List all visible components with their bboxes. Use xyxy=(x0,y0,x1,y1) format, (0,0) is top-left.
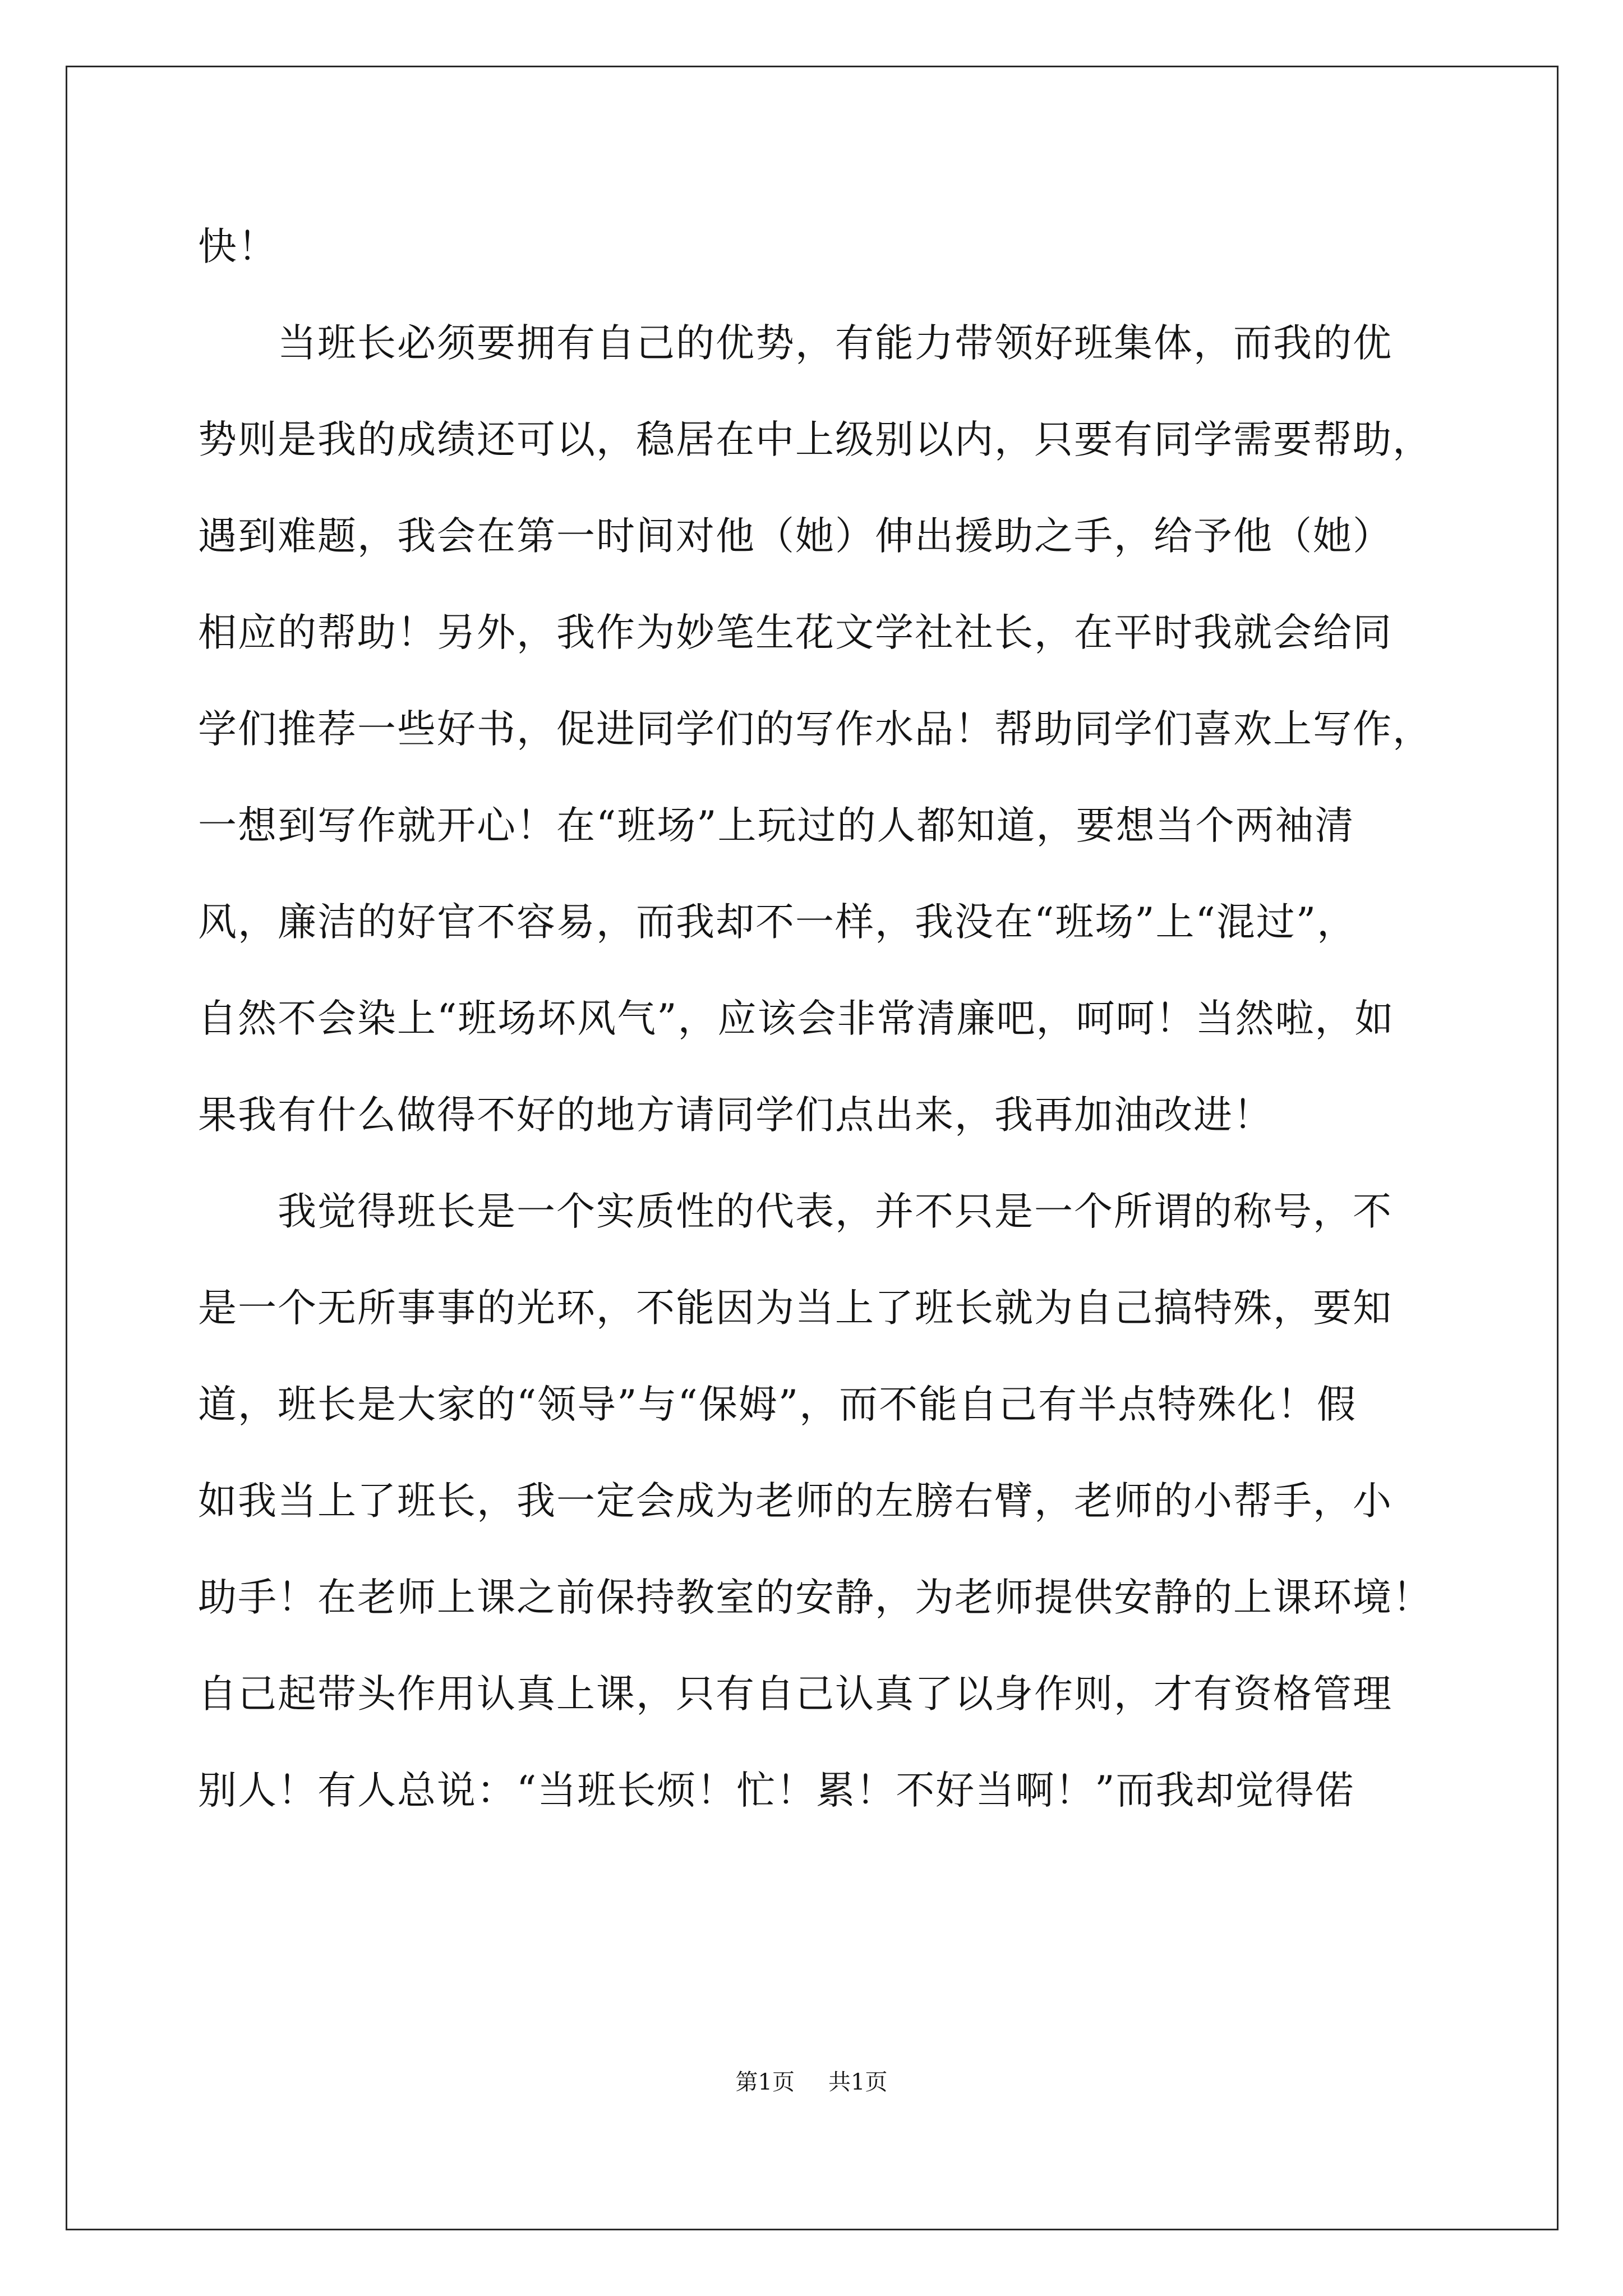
text-line: 遇到难题，我会在第一时间对他（她）伸出援助之手，给予他（她） xyxy=(198,514,1393,559)
body-text xyxy=(198,208,1432,1848)
text-line: 如我当上了班长，我一定会成为老师的左膀右臂，老师的小帮手，小 xyxy=(198,1479,1393,1524)
text-line: 当班长必须要拥有自己的优势，有能力带领好班集体，而我的优 xyxy=(198,321,1393,366)
text-line: 相应的帮助！另外，我作为妙笔生花文学社社长，在平时我就会给同 xyxy=(198,610,1393,655)
text-line: 果我有什么做得不好的地方请同学们点出来，我再加油改进！ xyxy=(198,1093,1273,1138)
text-line: 快！ xyxy=(198,224,278,269)
text-line: 我觉得班长是一个实质性的代表，并不只是一个所谓的称号，不 xyxy=(198,1189,1393,1234)
text-line: 学们推荐一些好书，促进同学们的写作水品！帮助同学们喜欢上写作， xyxy=(198,707,1432,752)
text-line: 一想到写作就开心！在“班场”上玩过的人都知道，要想当个两袖清 xyxy=(198,803,1355,848)
text-line: 自然不会染上“班场坏风气”，应该会非常清廉吧，呵呵！当然啦，如 xyxy=(198,996,1395,1041)
text-line: 助手！在老师上课之前保持教室的安静，为老师提供安静的上课环境！ xyxy=(198,1575,1432,1620)
text-line: 自己起带头作用认真上课，只有自己认真了以身作则，才有资格管理 xyxy=(198,1672,1393,1717)
text-line: 风，廉洁的好官不容易，而我却不一样，我没在“班场”上“混过”， xyxy=(198,900,1357,945)
page-footer xyxy=(0,2064,1623,2096)
text-line: 别人！有人总说：“当班长烦！忙！累！不好当啊！”而我却觉得偌 xyxy=(198,1768,1355,1813)
text-line: 是一个无所事事的光环，不能因为当上了班长就为自己搞特殊，要知 xyxy=(198,1286,1393,1331)
page-total: 共1页 xyxy=(828,2069,888,2095)
page-number: 第1页 xyxy=(735,2069,795,2095)
text-line: 势则是我的成绩还可以，稳居在中上级别以内，只要有同学需要帮助， xyxy=(198,417,1432,462)
text-line: 道，班长是大家的“领导”与“保姆”，而不能自己有半点特殊化！假 xyxy=(198,1382,1357,1427)
